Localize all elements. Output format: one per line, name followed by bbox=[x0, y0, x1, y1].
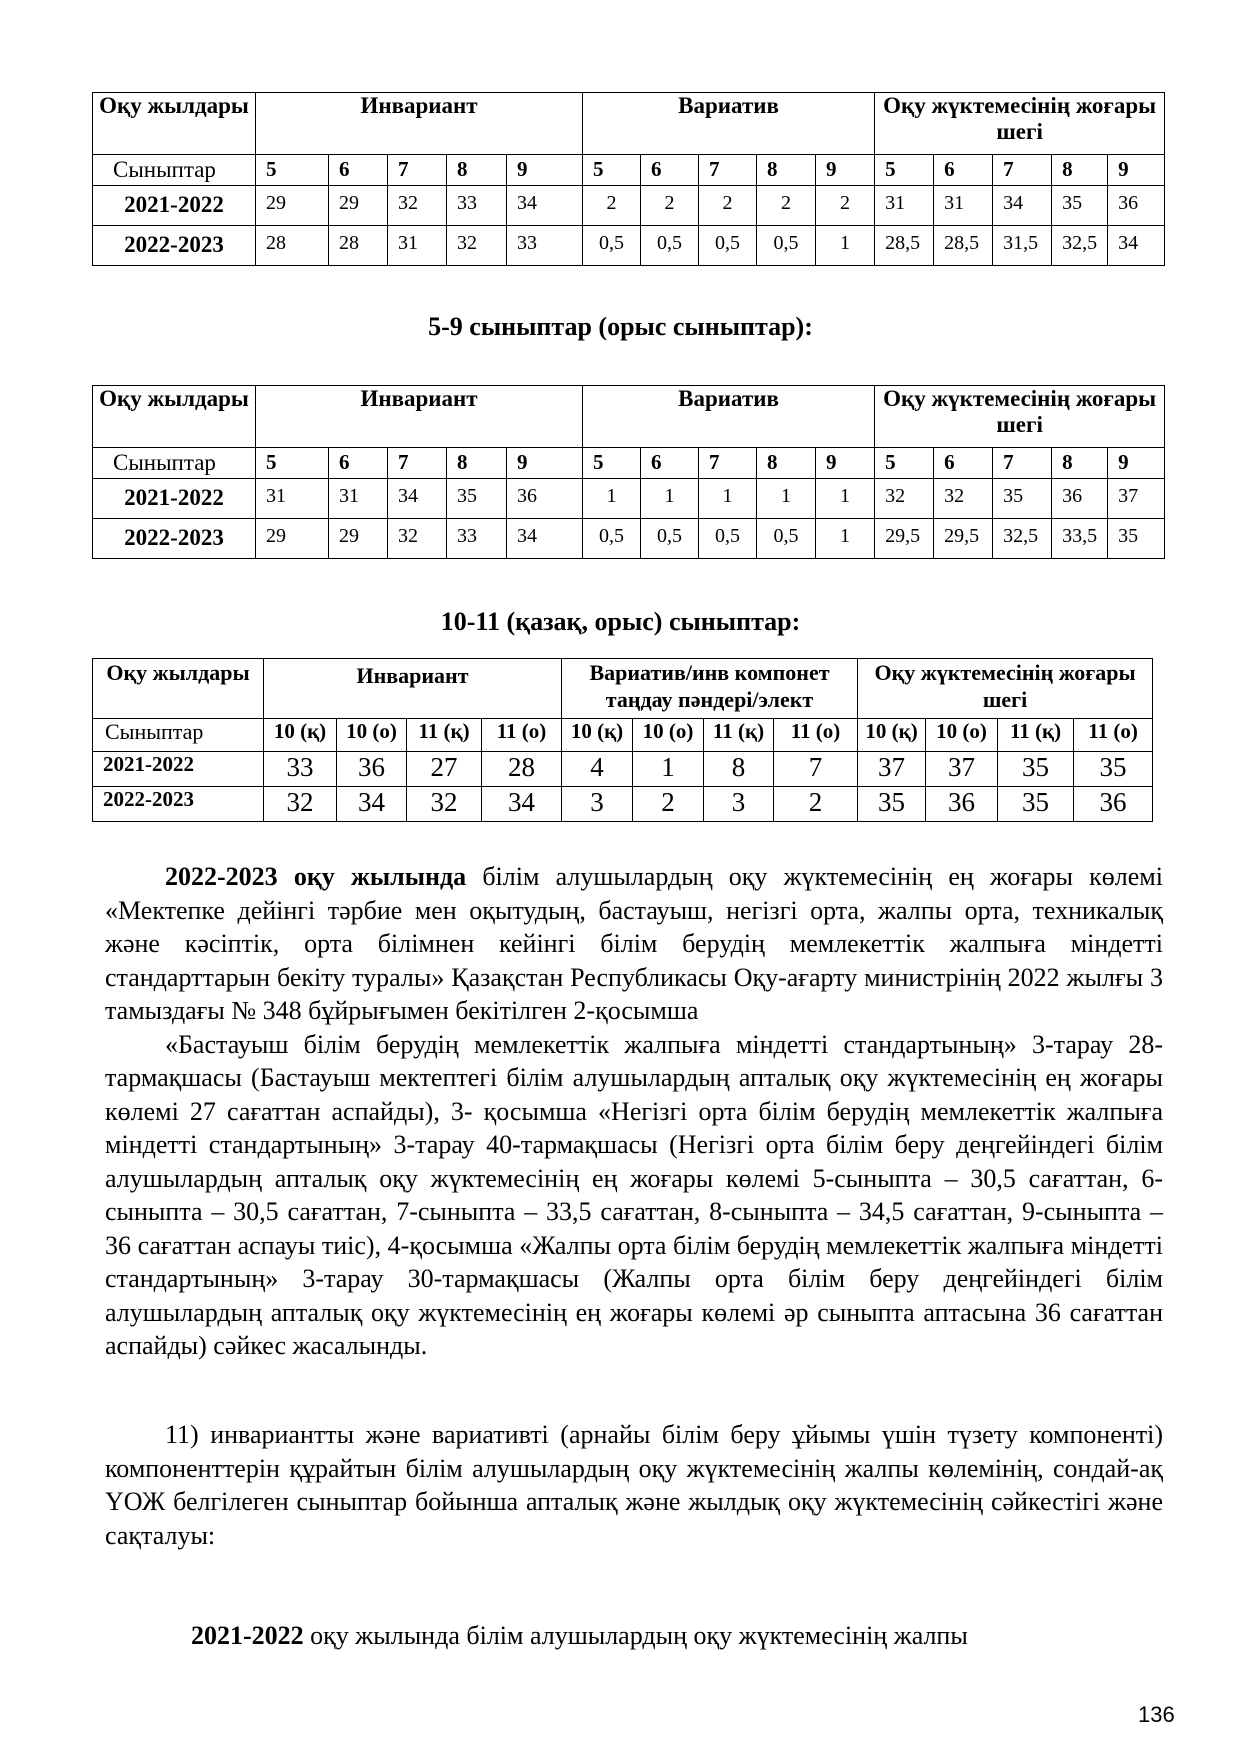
class-header-cell: 8 bbox=[757, 155, 816, 186]
value-cell: 1 bbox=[699, 479, 757, 519]
class-header-cell: 8 bbox=[447, 448, 507, 479]
value-cell: 0,5 bbox=[757, 226, 816, 266]
page-number: 136 bbox=[1138, 1702, 1175, 1727]
year-cell: 2022-2023 bbox=[93, 519, 256, 559]
paragraph-text: білім алушылардың оқу жүктемесінің ең жоғары көлемі «Мектепке дейінгі тәрбие мен оқытудың, бастауыш, негізгі орта, жалпы орта, техникалық және кәсіптік, орта білімнен кейінгі білім берудің мемлекеттік жалпыға міндетті стандарттарын бекіту туралы» Қазақстан Республикасы Оқу-ағарту министрінің 2022 жылғы 3 тамыздағы № 348 бұйрығымен бекітілген 2-қосымша bbox=[105, 862, 1163, 1025]
value-cell: 32 bbox=[388, 186, 447, 226]
class-header-cell: 9 bbox=[1108, 448, 1165, 479]
value-cell: 34 bbox=[482, 787, 562, 822]
value-cell: 35 bbox=[1052, 186, 1108, 226]
value-cell: 37 bbox=[926, 752, 998, 787]
value-cell: 2 bbox=[641, 186, 699, 226]
paragraph-load-standards bbox=[105, 860, 1163, 1363]
class-header-cell: 7 bbox=[993, 448, 1052, 479]
value-cell: 29 bbox=[329, 186, 388, 226]
value-cell: 29 bbox=[329, 519, 388, 559]
value-cell: 33,5 bbox=[1052, 519, 1108, 559]
paragraph-lead: 2022-2023 оқу жылында bbox=[165, 862, 467, 891]
value-cell: 31 bbox=[329, 479, 388, 519]
classes-label: Сыныптар bbox=[93, 448, 256, 479]
value-cell: 28 bbox=[482, 752, 562, 787]
class-header-cell: 6 bbox=[641, 448, 699, 479]
header-years: Оқу жылдары bbox=[93, 386, 256, 448]
value-cell: 35 bbox=[998, 787, 1074, 822]
value-cell: 3 bbox=[704, 787, 774, 822]
class-header-cell: 11 (о) bbox=[1074, 719, 1153, 752]
value-cell: 34 bbox=[337, 787, 407, 822]
class-header-cell: 10 (о) bbox=[633, 719, 704, 752]
table-row bbox=[93, 519, 1165, 559]
class-header-cell: 10 (қ) bbox=[264, 719, 337, 752]
value-cell: 28,5 bbox=[875, 226, 934, 266]
class-header-cell: 8 bbox=[757, 448, 816, 479]
value-cell: 0,5 bbox=[641, 519, 699, 559]
value-cell: 35 bbox=[998, 752, 1074, 787]
classes-row bbox=[93, 448, 1165, 479]
class-header-cell: 10 (қ) bbox=[858, 719, 926, 752]
value-cell: 28 bbox=[329, 226, 388, 266]
load-table-10-11 bbox=[92, 658, 1153, 822]
paragraph-2021-2022 bbox=[105, 1619, 1163, 1653]
value-cell: 2 bbox=[757, 186, 816, 226]
value-cell: 35 bbox=[993, 479, 1052, 519]
value-cell: 31 bbox=[934, 186, 993, 226]
value-cell: 32 bbox=[264, 787, 337, 822]
class-header-cell: 8 bbox=[447, 155, 507, 186]
header-variative: Вариатив bbox=[583, 386, 875, 448]
value-cell: 36 bbox=[1074, 787, 1153, 822]
value-cell: 29,5 bbox=[934, 519, 993, 559]
value-cell: 32 bbox=[934, 479, 993, 519]
class-header-cell: 8 bbox=[1052, 448, 1108, 479]
class-header-cell: 5 bbox=[256, 155, 329, 186]
class-header-cell: 5 bbox=[875, 155, 934, 186]
header-max-load: Оқу жүктемесінің жоғары шегі bbox=[875, 386, 1165, 448]
value-cell: 32,5 bbox=[993, 519, 1052, 559]
class-header-cell: 11 (о) bbox=[774, 719, 858, 752]
class-header-cell: 7 bbox=[388, 155, 447, 186]
header-invariant: Инвариант bbox=[264, 659, 562, 719]
class-header-cell: 7 bbox=[699, 155, 757, 186]
paragraph-item-11 bbox=[105, 1418, 1163, 1552]
value-cell: 0,5 bbox=[699, 519, 757, 559]
value-cell: 34 bbox=[993, 186, 1052, 226]
class-header-cell: 11 (қ) bbox=[704, 719, 774, 752]
class-header-cell: 5 bbox=[583, 448, 641, 479]
value-cell: 0,5 bbox=[583, 519, 641, 559]
value-cell: 36 bbox=[1052, 479, 1108, 519]
value-cell: 33 bbox=[507, 226, 583, 266]
value-cell: 8 bbox=[704, 752, 774, 787]
value-cell: 35 bbox=[1108, 519, 1165, 559]
value-cell: 0,5 bbox=[583, 226, 641, 266]
value-cell: 32 bbox=[875, 479, 934, 519]
class-header-cell: 9 bbox=[507, 448, 583, 479]
header-variative: Вариатив/инв компонет таңдау пәндері/элект bbox=[562, 659, 858, 719]
value-cell: 2 bbox=[633, 787, 704, 822]
value-cell: 34 bbox=[388, 479, 447, 519]
value-cell: 36 bbox=[926, 787, 998, 822]
class-header-cell: 6 bbox=[329, 448, 388, 479]
value-cell: 31 bbox=[256, 479, 329, 519]
classes-row bbox=[93, 719, 1153, 752]
class-header-cell: 6 bbox=[934, 155, 993, 186]
paragraph-text: оқу жылында білім алушылардың оқу жүктемесінің жалпы bbox=[303, 1621, 968, 1650]
load-table-russian-5-9 bbox=[92, 385, 1165, 559]
class-header-cell: 10 (о) bbox=[337, 719, 407, 752]
class-header-cell: 10 (о) bbox=[926, 719, 998, 752]
class-header-cell: 7 bbox=[993, 155, 1052, 186]
class-header-cell: 6 bbox=[934, 448, 993, 479]
value-cell: 35 bbox=[858, 787, 926, 822]
class-header-cell: 7 bbox=[699, 448, 757, 479]
value-cell: 33 bbox=[447, 186, 507, 226]
table-row bbox=[93, 479, 1165, 519]
header-invariant: Инвариант bbox=[256, 93, 583, 155]
table-row bbox=[93, 752, 1153, 787]
value-cell: 3 bbox=[562, 787, 633, 822]
value-cell: 1 bbox=[641, 479, 699, 519]
value-cell: 36 bbox=[507, 479, 583, 519]
table-row bbox=[93, 787, 1153, 822]
value-cell: 35 bbox=[1074, 752, 1153, 787]
value-cell: 29 bbox=[256, 186, 329, 226]
value-cell: 2 bbox=[583, 186, 641, 226]
value-cell: 34 bbox=[507, 186, 583, 226]
value-cell: 33 bbox=[447, 519, 507, 559]
value-cell: 2 bbox=[816, 186, 875, 226]
class-header-cell: 9 bbox=[816, 448, 875, 479]
value-cell: 36 bbox=[1108, 186, 1165, 226]
value-cell: 32 bbox=[388, 519, 447, 559]
value-cell: 35 bbox=[447, 479, 507, 519]
header-years: Оқу жылдары bbox=[93, 93, 256, 155]
table-row bbox=[93, 186, 1165, 226]
value-cell: 36 bbox=[337, 752, 407, 787]
value-cell: 37 bbox=[858, 752, 926, 787]
value-cell: 31,5 bbox=[993, 226, 1052, 266]
year-cell: 2021-2022 bbox=[93, 752, 264, 787]
value-cell: 0,5 bbox=[641, 226, 699, 266]
header-variative: Вариатив bbox=[583, 93, 875, 155]
value-cell: 33 bbox=[264, 752, 337, 787]
value-cell: 1 bbox=[816, 479, 875, 519]
year-cell: 2021-2022 bbox=[93, 186, 256, 226]
paragraph-text-continued: «Бастауыш білім берудің мемлекеттік жалпыға міндетті стандартының» 3-тарау 28- тармақшасы (Бастауыш мектептегі білім алушылардың апталық оқу жүктемесінің ең жоғары көлемі 27 сағаттан аспайды), 3- қосымша «Негізгі орта білім берудің мемлекеттік жалпыға міндетті стандартының» 3-тарау 40-тармақшасы (Негізгі орта білім беру деңгейіндегі білім алушылардың апталық оқу жүктемесінің ең жоғары көлемі 5-сыныпта – 30,5 сағаттан, 6-сыныпта – 30,5 сағаттан, 7-сыныпта – 33,5 сағаттан, 8-сыныпта – 34,5 сағаттан, 9-сыныпта – 36 сағаттан аспауы тиіс), 4-қосымша «Жалпы орта білім берудің мемлекеттік жалпыға міндетті стандартының» 3-тарау 30-тармақшасы (Жалпы орта білім беру деңгейіндегі білім алушылардың апталық оқу жүктемесінің ең жоғары көлемі әр сыныпта аптасына 36 сағаттан аспайды) сәйкес жасалынды. bbox=[105, 1029, 1163, 1360]
table-row bbox=[93, 226, 1165, 266]
paragraph-lead: 2021-2022 bbox=[191, 1621, 304, 1650]
year-cell: 2022-2023 bbox=[93, 787, 264, 822]
value-cell: 32,5 bbox=[1052, 226, 1108, 266]
value-cell: 27 bbox=[407, 752, 482, 787]
class-header-cell: 10 (қ) bbox=[562, 719, 633, 752]
value-cell: 32 bbox=[447, 226, 507, 266]
section-heading-10-11: 10-11 (қазақ, орыс) сыныптар: bbox=[440, 607, 801, 636]
class-header-cell: 6 bbox=[641, 155, 699, 186]
value-cell: 4 bbox=[562, 752, 633, 787]
class-header-cell: 11 (қ) bbox=[407, 719, 482, 752]
value-cell: 1 bbox=[816, 519, 875, 559]
class-header-cell: 9 bbox=[816, 155, 875, 186]
value-cell: 29 bbox=[256, 519, 329, 559]
paragraph-text: 11) инвариантты және вариативті (арнайы білім беру ұйымы үшін түзету компоненті) компоненттерін құрайтын білім алушылардың оқу жүктемесінің жалпы көлемінің, сондай-ақ ҮОЖ белгілеген сыныптар бойынша апталық және жылдық оқу жүктемесінің сәйкестігі және сақталуы: bbox=[105, 1420, 1163, 1550]
class-header-cell: 7 bbox=[388, 448, 447, 479]
year-cell: 2021-2022 bbox=[93, 479, 256, 519]
value-cell: 31 bbox=[388, 226, 447, 266]
class-header-cell: 5 bbox=[583, 155, 641, 186]
value-cell: 1 bbox=[583, 479, 641, 519]
class-header-cell: 9 bbox=[507, 155, 583, 186]
class-header-cell: 11 (қ) bbox=[998, 719, 1074, 752]
class-header-cell: 8 bbox=[1052, 155, 1108, 186]
class-header-cell: 6 bbox=[329, 155, 388, 186]
classes-row bbox=[93, 155, 1165, 186]
value-cell: 7 bbox=[774, 752, 858, 787]
value-cell: 1 bbox=[757, 479, 816, 519]
value-cell: 0,5 bbox=[699, 226, 757, 266]
header-invariant: Инвариант bbox=[256, 386, 583, 448]
classes-label: Сыныптар bbox=[93, 719, 264, 752]
header-years: Оқу жылдары bbox=[93, 659, 264, 719]
value-cell: 1 bbox=[816, 226, 875, 266]
section-heading-russian-5-9: 5-9 сыныптар (орыс сыныптар): bbox=[428, 312, 813, 341]
value-cell: 32 bbox=[407, 787, 482, 822]
class-header-cell: 11 (о) bbox=[482, 719, 562, 752]
value-cell: 2 bbox=[774, 787, 858, 822]
class-header-cell: 5 bbox=[875, 448, 934, 479]
header-max-load: Оқу жүктемесінің жоғары шегі bbox=[875, 93, 1165, 155]
year-cell: 2022-2023 bbox=[93, 226, 256, 266]
classes-label: Сыныптар bbox=[93, 155, 256, 186]
value-cell: 2 bbox=[699, 186, 757, 226]
header-max-load: Оқу жүктемесінің жоғары шегі bbox=[858, 659, 1153, 719]
value-cell: 29,5 bbox=[875, 519, 934, 559]
class-header-cell: 9 bbox=[1108, 155, 1165, 186]
value-cell: 1 bbox=[633, 752, 704, 787]
value-cell: 28,5 bbox=[934, 226, 993, 266]
class-header-cell: 5 bbox=[256, 448, 329, 479]
value-cell: 34 bbox=[507, 519, 583, 559]
value-cell: 37 bbox=[1108, 479, 1165, 519]
value-cell: 0,5 bbox=[757, 519, 816, 559]
value-cell: 31 bbox=[875, 186, 934, 226]
value-cell: 28 bbox=[256, 226, 329, 266]
load-table-kazakh-5-9 bbox=[92, 92, 1165, 266]
value-cell: 34 bbox=[1108, 226, 1165, 266]
